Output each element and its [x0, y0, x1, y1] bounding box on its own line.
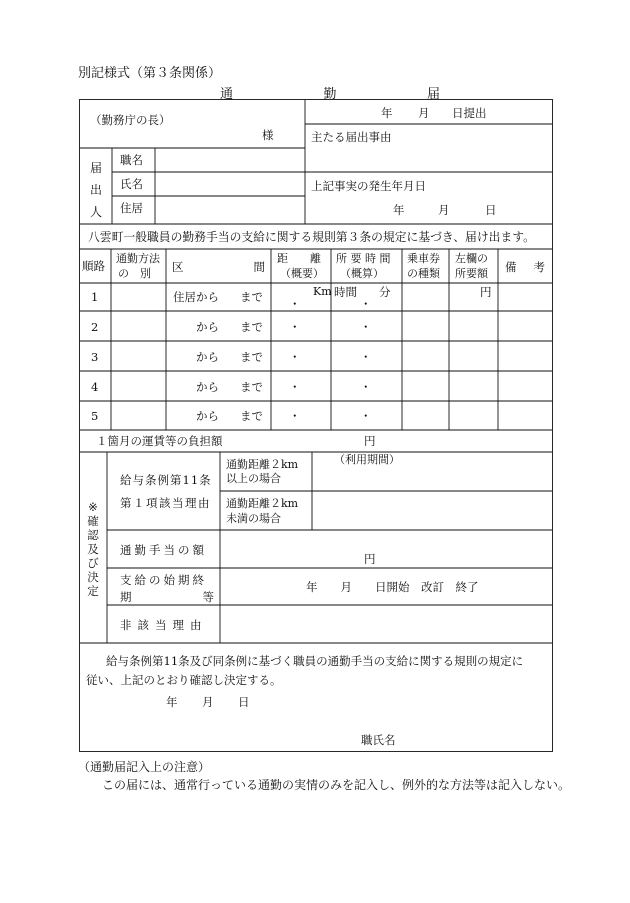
heading-char-1: 通: [220, 87, 234, 102]
row-number: 5: [91, 409, 99, 423]
header-remarks: [505, 259, 545, 275]
distance-dot: ・: [289, 380, 301, 394]
name-label: 氏名: [120, 177, 143, 191]
case-under-line2: 未満の場合: [226, 512, 281, 525]
header-distance-2: （概要）: [280, 267, 324, 280]
header-amount-1: 左欄の: [455, 252, 488, 265]
distance-dot: ・: [289, 297, 301, 311]
row-number: 4: [91, 380, 99, 394]
header-ticket-1: 乗車券: [407, 252, 440, 265]
row-number: 3: [91, 350, 99, 364]
confirmation-char: び: [87, 556, 99, 570]
period-value: 年 月 日開始 改訂 終了: [306, 580, 479, 594]
submit-month: 月: [418, 106, 430, 120]
header-ticket-2: の種類: [407, 267, 440, 280]
case-under-line1: 通勤距離２km: [226, 497, 299, 510]
addressee-label: （勤務庁の長）: [90, 113, 171, 127]
decision-day: 日: [238, 695, 250, 709]
confirmation-char: 及: [87, 542, 99, 556]
occurrence-day: 日: [485, 203, 497, 217]
name-field[interactable]: [156, 173, 304, 195]
confirmation-side-label: [86, 500, 100, 598]
row-to: まで: [240, 380, 263, 394]
header-method-2: の 別: [118, 267, 151, 280]
header-section: [172, 259, 265, 275]
row-from: から: [196, 409, 219, 423]
header-distance-1: 距 離: [277, 252, 321, 265]
distance-dot: ・: [289, 409, 301, 423]
row-from: から: [196, 380, 219, 394]
statement-text: 八雲町一般職員の勤務手当の支給に関する規則第３条の規定に基づき、届け出ます。: [88, 230, 535, 244]
applicant-char: 出: [89, 183, 102, 197]
form-title: 別記様式（第３条関係）: [78, 66, 222, 81]
heading-char-3: 届: [426, 87, 440, 102]
time-dot: ・: [360, 320, 372, 334]
confirmation-char: 確: [87, 514, 99, 528]
distance-dot: ・: [289, 320, 301, 334]
decision-year: 年: [166, 695, 178, 709]
main-reason-label: 主たる届出事由: [311, 130, 392, 144]
monthly-yen-unit: 円: [364, 434, 376, 448]
header-method-1: 通勤方法: [116, 252, 160, 265]
distance-dot: ・: [289, 350, 301, 364]
confirmation-char: ※: [88, 500, 98, 514]
applicant-char: 人: [89, 205, 102, 219]
article-label-line2: 第１項該当理由: [120, 496, 211, 510]
time-dot: ・: [360, 409, 372, 423]
header-remarks-2: 考: [533, 260, 545, 274]
row-number: 2: [91, 320, 99, 334]
officer-label: 職氏名: [361, 733, 396, 747]
period-label-line1: 支給の始期終: [120, 573, 207, 587]
usage-period-label: （利用期間）: [334, 453, 400, 466]
row-number: 1: [91, 290, 99, 304]
submit-day: 日提出: [452, 106, 487, 120]
applicant-label: [89, 160, 103, 220]
address-field[interactable]: [156, 197, 304, 223]
occurrence-date-label: 上記事実の発生年月日: [311, 179, 426, 193]
header-time-1: 所 要 時 間: [336, 252, 391, 265]
notes-text: この届には、通常行っている通勤の実情のみを記入し、例外的な方法等は記入しない。: [102, 778, 571, 792]
position-label: 職名: [120, 153, 143, 167]
time-hour-unit: 時間: [334, 285, 357, 299]
case-over-line2: 以上の場合: [226, 472, 281, 485]
row-from: から: [196, 320, 219, 334]
confirmation-char: 決: [87, 570, 99, 584]
row-to: まで: [240, 290, 263, 304]
row-to: まで: [240, 350, 263, 364]
header-section-1: 区: [172, 260, 184, 274]
period-label-line2: [120, 589, 214, 605]
period-char: 期: [120, 590, 132, 604]
period-char: 等: [202, 590, 214, 604]
row-to: まで: [240, 409, 263, 423]
row-from: 住居から: [173, 290, 219, 304]
row-to: まで: [240, 320, 263, 334]
confirmation-char: 認: [87, 528, 99, 542]
occurrence-month: 月: [438, 203, 450, 217]
header-section-2: 間: [253, 260, 265, 274]
time-dot: ・: [360, 297, 372, 311]
decision-text-line1: 給与条例第11条及び同条例に基づく職員の通勤手当の支給に関する規則の規定に: [106, 654, 524, 668]
article-label-line1: 給与条例第11条: [120, 473, 212, 487]
header-order: 順路: [82, 259, 105, 273]
nonapplicable-label: 非該当理由: [120, 618, 208, 632]
row-from: から: [196, 350, 219, 364]
address-label: 住居: [120, 201, 143, 215]
sama-label: 様: [262, 128, 274, 142]
notes-title: （通勤届記入上の注意）: [78, 760, 211, 774]
decision-month: 月: [202, 695, 214, 709]
time-minute-unit: 分: [379, 285, 391, 299]
header-time-2: （概算）: [340, 267, 384, 280]
heading-char-2: 勤: [323, 87, 337, 102]
applicant-char: 届: [89, 161, 102, 175]
occurrence-year: 年: [393, 203, 405, 217]
header-amount-2: 所要額: [455, 267, 488, 280]
time-dot: ・: [360, 350, 372, 364]
allowance-yen-unit: 円: [364, 552, 376, 566]
header-remarks-1: 備: [505, 260, 517, 274]
case-over-line1: 通勤距離２km: [226, 458, 299, 471]
allowance-label: 通勤手当の額: [120, 543, 207, 557]
confirmation-char: 定: [87, 584, 99, 598]
decision-text-line2: 従い、上記のとおり確認し決定する。: [86, 673, 282, 687]
yen-unit: 円: [480, 285, 492, 299]
km-unit: Km: [313, 285, 332, 298]
submit-year: 年: [381, 106, 393, 120]
time-dot: ・: [360, 380, 372, 394]
position-field[interactable]: [156, 149, 304, 171]
monthly-burden-label: １箇月の運賃等の負担額: [96, 434, 223, 448]
